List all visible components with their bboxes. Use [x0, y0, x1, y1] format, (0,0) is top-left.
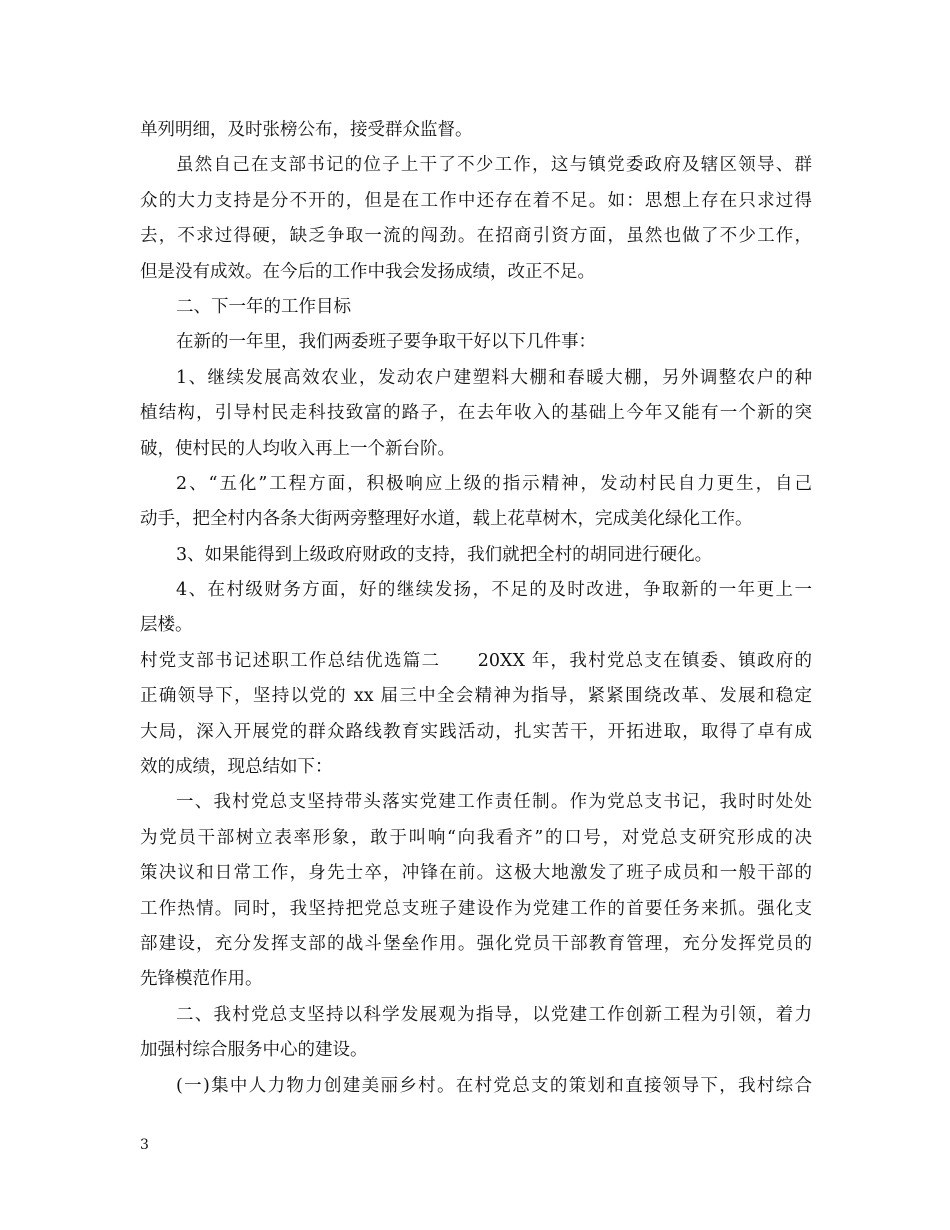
paragraph-line: 3、如果能得到上级政府财政的支持，我们就把全村的胡同进行硬化。	[176, 544, 713, 565]
paragraph-line: 1、继续发展高效农业，发动农户建塑料大棚和春暖大棚，另外调整农户的种	[176, 367, 812, 388]
paragraph-line: 大局，深入开展党的群众路线教育实践活动，扎实苦干，开拓进取，取得了卓有成	[140, 721, 812, 742]
paragraph-line: 单列明细，及时张榜公布，接受群众监督。	[140, 120, 473, 140]
paragraph-line: 效的成绩，现总结如下：	[140, 757, 333, 778]
paragraph-line: 破，使村民的人均收入再上一个新台阶。	[140, 438, 455, 459]
article-title-line: 村党支部书记述职工作总结优选篇二 20XX 年，我村党总支在镇委、镇政府的	[140, 650, 812, 671]
paragraph-line: 二、我村党总支坚持以科学发展观为指导，以党建工作创新工程为引领，着力	[176, 1004, 812, 1025]
paragraph-line: 众的大力支持是分不开的，但是在工作中还存在着不足。如：思想上存在只求过得	[140, 190, 812, 211]
paragraph-line: 为党员干部树立表率形象，敢于叫响“向我看齐”的口号，对党总支研究形成的决	[140, 827, 812, 848]
paragraph-line: 正确领导下，坚持以党的 xx 届三中全会精神为指导，紧紧围绕改革、发展和稳定	[140, 686, 812, 707]
paragraph-line: 一、我村党总支坚持带头落实党建工作责任制。作为党总支书记，我时时处处	[176, 792, 812, 813]
section-heading: 二、下一年的工作目标	[176, 296, 351, 317]
paragraph-line: 去，不求过得硬，缺乏争取一流的闯劲。在招商引资方面，虽然也做了不少工作，	[140, 226, 812, 247]
paragraph-line: 动手，把全村内各条大街两旁整理好水道，载上花草树木，完成美化绿化工作。	[140, 509, 753, 530]
paragraph-line: 在新的一年里，我们两委班子要争取干好以下几件事：	[176, 332, 596, 353]
paragraph-line: 先锋模范作用。	[140, 969, 263, 990]
page-number: 3	[140, 1137, 149, 1153]
paragraph-line: 4、在村级财务方面，好的继续发扬，不足的及时改进，争取新的一年更上一	[176, 580, 812, 601]
paragraph-line: 虽然自己在支部书记的位子上干了不少工作，这与镇党委政府及辖区领导、群	[176, 155, 812, 176]
paragraph-line: 2、“五化”工程方面，积极响应上级的指示精神，发动村民自力更生，自己	[176, 473, 812, 494]
paragraph-line: 但是没有成效。在今后的工作中我会发扬成绩，改正不足。	[140, 261, 595, 282]
paragraph-line: 部建设，充分发挥支部的战斗堡垒作用。强化党员干部教育管理，充分发挥党员的	[140, 933, 812, 954]
paragraph-line: 植结构，引导村民走科技致富的路子，在去年收入的基础上今年又能有一个新的突	[140, 403, 812, 424]
paragraph-line: (一)集中人力物力创建美丽乡村。在村党总支的策划和直接领导下，我村综合	[176, 1075, 812, 1096]
body-text	[140, 113, 812, 1104]
paragraph-line: 策决议和日常工作，身先士卒，冲锋在前。这极大地激发了班子成员和一般干部的	[140, 863, 812, 884]
paragraph-line: 层楼。	[140, 615, 193, 636]
paragraph-line: 加强村综合服务中心的建设。	[140, 1040, 368, 1061]
paragraph-line: 工作热情。同时，我坚持把党总支班子建设作为党建工作的首要任务来抓。强化支	[140, 898, 812, 919]
